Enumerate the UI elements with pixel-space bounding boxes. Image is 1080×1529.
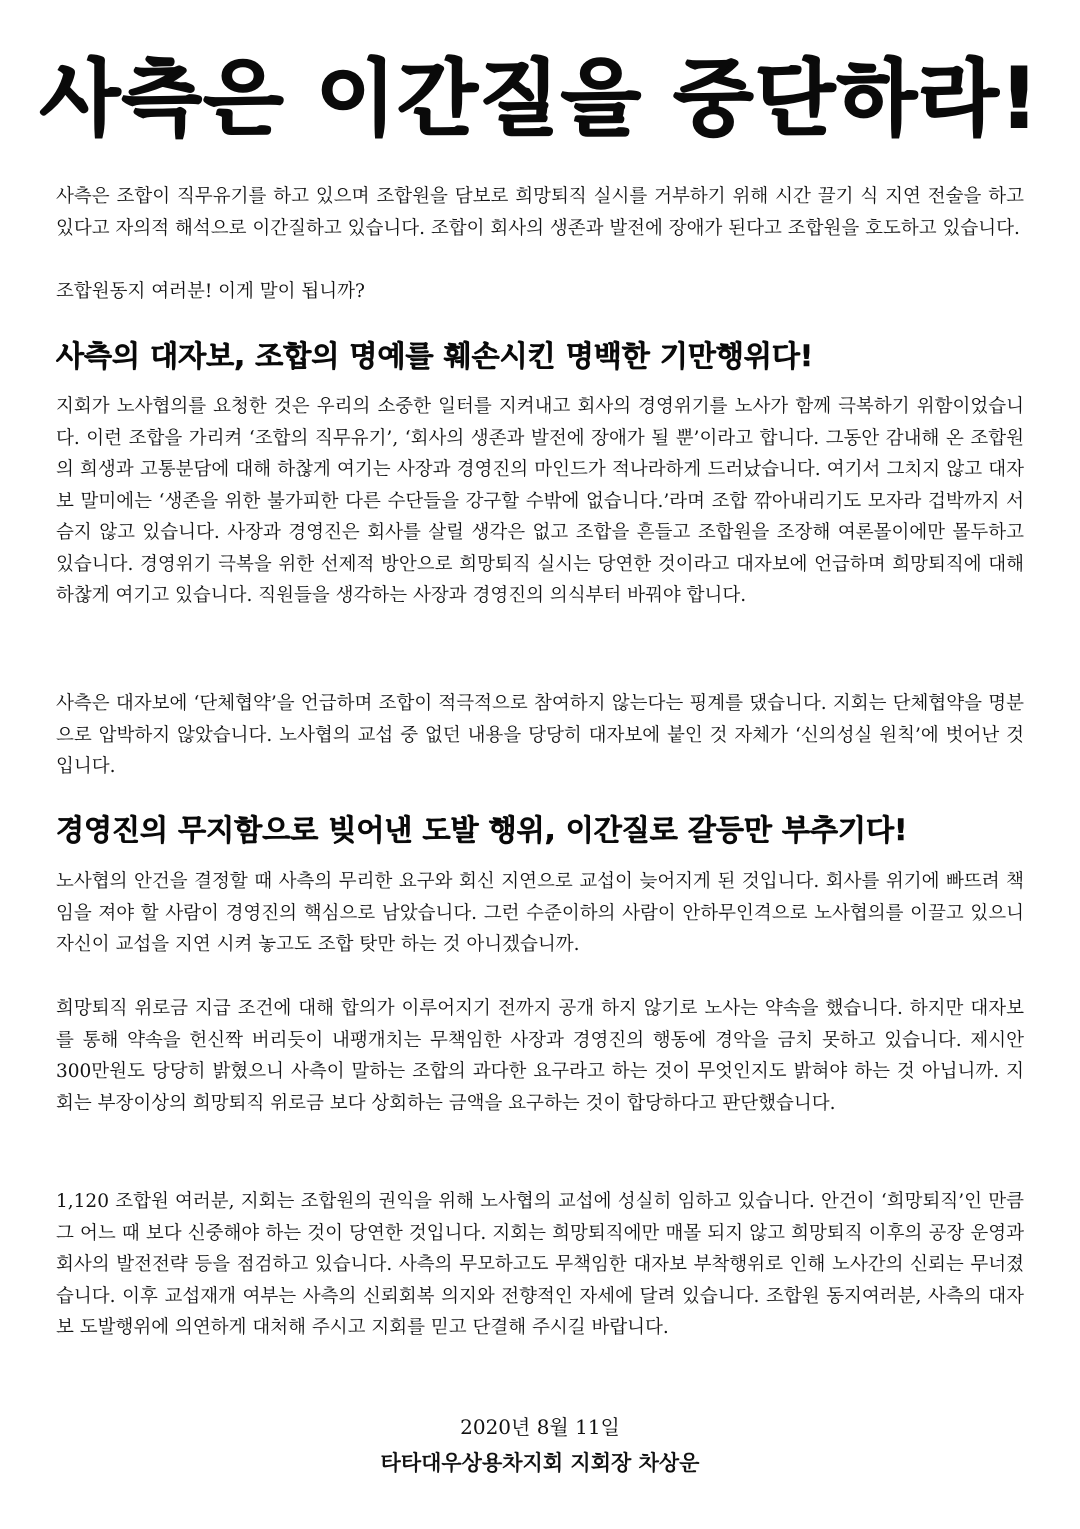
document-date: 2020년 8월 11일 [460, 1415, 620, 1439]
section-1-paragraph-1: 지회가 노사협의를 요청한 것은 우리의 소중한 일터를 지켜내고 회사의 경영위기를 노사가 함께 극복하기 위함이었습니다. 이런 조합을 가리켜 ‘조합의 직무유기’, ‘회사의 생존과 발전에 장애가 될 뿐’이라고 합니다. 그동안 감내해 온 조합원의 희생과 고통분담에 대해 하찮게 여기는 사장과 경영진의 마인드가 적나라하게 드러났습니다. 여기서 그치지 않고 대자보 말미에는 ‘생존을 위한 불가피한 다른 수단들을 강구할 수밖에 없습니다.’라며 조합 깎아내리기도 모자라 겁박까지 서슴지 않고 있습니다. 사장과 경영진은 회사를 살릴 생각은 없고 조합을 흔들고 조합원을 조장해 여론몰이에만 몰두하고 있습니다. 경영위기 극복을 위한 선제적 방안으로 희망퇴직 실시는 당연한 것이라고 대자보에 언급하며 희망퇴직에 대해 하찮게 여기고 있습니다. 직원들을 생각하는 사장과 경영진의 의식부터 바꿔야 합니다. [56, 396, 1024, 606]
document-signer: 타타대우상용차지회 지회장 차상운 [380, 1451, 700, 1475]
section-2-paragraph-2: 희망퇴직 위로금 지급 조건에 대해 합의가 이루어지기 전까지 공개 하지 않기로 노사는 약속을 했습니다. 하지만 대자보를 통해 약속을 헌신짝 버리듯이 내팽개치는 무책임한 사장과 경영진의 행동에 경악을 금치 못하고 있습니다. 제시안 300만원도 당당히 밝혔으니 사측이 말하는 조합의 과다한 요구라고 하는 것이 무엇인지도 밝혀야 하는 것 아닙니까. 지회는 부장이상의 희망퇴직 위로금 보다 상회하는 금액을 요구하는 것이 합당하다고 판단했습니다. [56, 998, 1024, 1114]
intro-paragraph: 사측은 조합이 직무유기를 하고 있으며 조합원을 담보로 희망퇴직 실시를 거부하기 위해 시간 끌기 식 지연 전술을 하고 있다고 자의적 해석으로 이간질하고 있습니다. 조합이 회사의 생존과 발전에 장애가 된다고 조합원을 호도하고 있습니다. [56, 186, 1024, 239]
section-1-heading: 사측의 대자보, 조합의 명예를 훼손시킨 명백한 기만행위다! [56, 339, 814, 373]
section-2-paragraph-1: 노사협의 안건을 결정할 때 사측의 무리한 요구와 회신 지연으로 교섭이 늦어지게 된 것입니다. 회사를 위기에 빠뜨려 책임을 져야 할 사람이 경영진의 핵심으로 남았습니다. 그런 수준이하의 사람이 안하무인격으로 노사협의를 이끌고 있으니 자신이 교섭을 지연 시켜 놓고도 조합 탓만 하는 것 아니겠습니까. [56, 871, 1024, 955]
section-2-paragraph-3: 1,120 조합원 여러분, 지회는 조합원의 권익을 위해 노사협의 교섭에 성실히 임하고 있습니다. 안건이 ‘희망퇴직’인 만큼 그 어느 때 보다 신중해야 하는 것이 당연한 것입니다. 지회는 희망퇴직에만 매몰 되지 않고 희망퇴직 이후의 공장 운영과 회사의 발전전략 등을 점검하고 있습니다. 사측의 무모하고도 무책임한 대자보 부착행위로 인해 노사간의 신뢰는 무너졌습니다. 이후 교섭재개 여부는 사측의 신뢰회복 의지와 전향적인 자세에 달려 있습니다. 조합원 동지여러분, 사측의 대자보 도발행위에 의연하게 대처해 주시고 지회를 믿고 단결해 주시길 바랍니다. [56, 1191, 1024, 1338]
intro-question: 조합원동지 여러분! 이게 말이 됩니까? [56, 281, 365, 302]
section-2-heading: 경영진의 무지함으로 빚어낸 도발 행위, 이간질로 갈등만 부추기다! [56, 813, 908, 847]
page-title: 사측은 이간질을 중단하라! [40, 51, 1040, 147]
section-1-paragraph-2: 사측은 대자보에 ‘단체협약’을 언급하며 조합이 적극적으로 참여하지 않는다는 핑계를 댔습니다. 지회는 단체협약을 명분으로 압박하지 않았습니다. 노사협의 교섭 중 없던 내용을 당당히 대자보에 붙인 것 자체가 ‘신의성실 원칙’에 벗어난 것입니다. [56, 693, 1024, 777]
